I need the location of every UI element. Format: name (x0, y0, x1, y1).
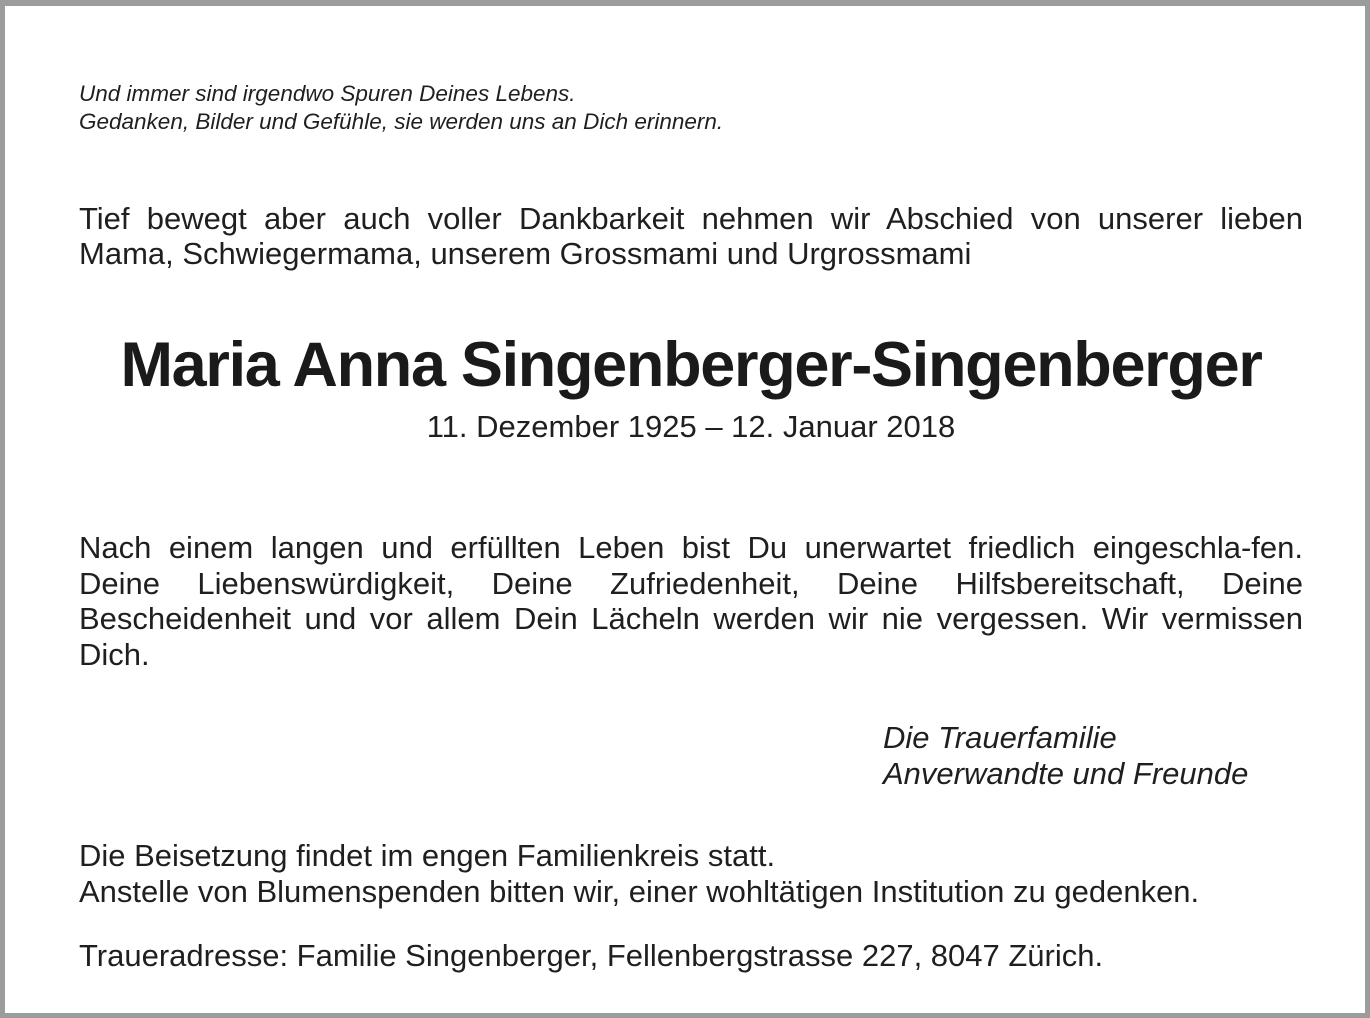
deceased-name: Maria Anna Singenberger-Singenberger (120, 330, 1262, 400)
signature-line-1: Die Trauerfamilie (883, 720, 1117, 755)
obituary-content (79, 80, 1303, 974)
verse-line-2: Gedanken, Bilder und Gefühle, sie werden uns an Dich erinnern. (79, 109, 724, 134)
notice-line-2: Anstelle von Blumenspenden bitten wir, einer wohltätigen Institution zu gedenken. (79, 874, 1200, 909)
life-dates: 11. Dezember 1925 – 12. Januar 2018 (426, 409, 956, 444)
signature-block (883, 720, 1303, 792)
signature-line-2: Anverwandte und Freunde (883, 756, 1249, 791)
memorial-verse (79, 80, 1303, 136)
notice-line-1: Die Beisetzung findet im engen Familienkreis statt. (79, 838, 776, 873)
tribute-paragraph: Nach einem langen und erfüllten Leben bist Du unerwartet friedlich eingeschla-fen. Deine Liebenswürdigkeit, Deine Zufriedenheit, Deine Hilfsbereitschaft, Deine Bescheidenheit und vor allem Dein Lächeln werden wir nie vergessen. Wir vermissen Dich. (79, 530, 1303, 672)
funeral-notice (79, 838, 1303, 910)
verse-line-1: Und immer sind irgendwo Spuren Deines Lebens. (79, 81, 576, 106)
farewell-intro: Tief bewegt aber auch voller Dankbarkeit nehmen wir Abschied von unserer lieben Mama, Schwiegermama, unserem Grossmami und Urgrossmami (79, 201, 1303, 271)
mourning-address: Traueradresse: Familie Singenberger, Fellenbergstrasse 227, 8047 Zürich. (79, 938, 1104, 973)
